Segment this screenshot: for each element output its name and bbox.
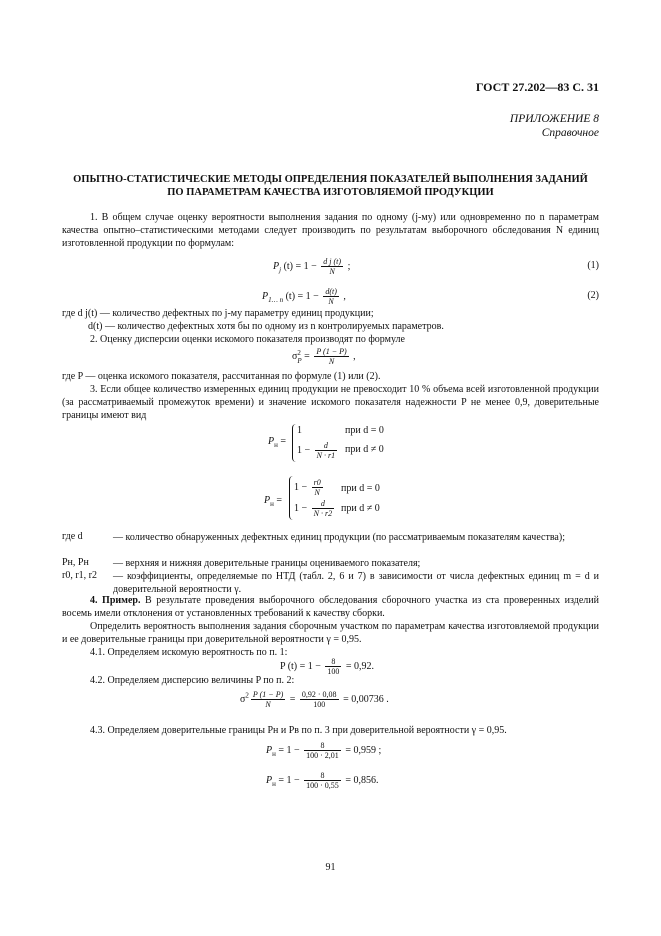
appendix-subtitle: Справочное	[541, 127, 599, 139]
formula-4-3a: $P_н = 1$ − $\frac{8}{100 \cdot 2,01}$ = 0,959 ;	[266, 741, 382, 760]
section-title	[60, 173, 601, 199]
def-d-text: — количество обнаруженных дефектных единиц продукции (по рассматриваемым показателям качества);	[113, 532, 565, 543]
where-1: где d j(t) — количество дефектных по j-му параметру единиц продукции;	[62, 308, 374, 319]
formula-1-number: (1)	[587, 260, 599, 271]
formula-2: $P_{1\dots n}$ (t) = 1 − $\frac{d(t)}{N}$ ,	[262, 287, 346, 306]
bound-upper-case-1: 1 − $\frac{r0}{N}$	[294, 478, 321, 497]
bound-upper-cond-1: при d = 0	[341, 483, 380, 494]
def-r-symbol: r0, r1, r2	[62, 570, 97, 581]
paragraph-3: 3. Если общее количество измеренных единиц продукции не превосходит 10 % объема всей изготовленной продукции (за рассматриваемый промежуток времени) и значение искомого показателя надежности P не менее 0,9, доверительные границы имеют вид	[62, 384, 599, 422]
bound-lower-cond-2: при d ≠ 0	[345, 444, 384, 455]
step-4-2: 4.2. Определяем дисперсию величины P по п. 2:	[90, 675, 295, 686]
where-2: d(t) — количество дефектных хотя бы по одному из n контролируемых параметров.	[88, 321, 444, 332]
step-4-1: 4.1. Определяем искомую вероятность по п. 1:	[90, 647, 288, 658]
appendix-label	[510, 112, 599, 140]
paragraph-5: Определить вероятность выполнения задания сборочным участком по параметрам качества изготовляемой продукции и ее доверительные границы при доверительной вероятности γ = 0,95.	[62, 621, 599, 646]
step-4-3: 4.3. Определяем доверительные границы Pн и Pв по п. 3 при доверительной вероятности γ = 0,95.	[90, 725, 507, 736]
paragraph-2: 2. Оценку дисперсии оценки искомого показателя производят по формуле	[90, 334, 405, 345]
formula-1: $P_j$ (t) = 1 − $\frac{\text{d j (t)}}{N}$ ;	[273, 257, 351, 276]
bound-upper-lhs: $P_н$ =	[264, 495, 282, 508]
def-p-symbol: Pн, Pн	[62, 557, 89, 568]
paragraph-4: 4. Пример. В результате проведения выборочного обследования сборочного участка из ста проверенных изделий восемь имели отклонения от установленных требований к качеству сборки.	[62, 595, 599, 620]
formula-4-1: P (t) = 1 − $\frac{8}{100}$ = 0,92.	[280, 657, 375, 676]
appendix-title: ПРИЛОЖЕНИЕ 8	[509, 113, 599, 125]
def-p-text: — верхняя и нижняя доверительные границы оцениваемого показателя;	[113, 558, 421, 569]
bound-lower-cond-1: при d = 0	[345, 425, 384, 436]
bound-lower-case-1: 1	[297, 425, 302, 436]
formula-4-2: $\sigma^2$ $\frac{P (1 - P)}{N}$ = $\frac{0,92 \cdot 0,08}{100}$ = 0,00736 .	[240, 690, 389, 709]
def-d-symbol: где d	[62, 531, 83, 542]
def-r-text: — коэффициенты, определяемые по НТД (табл. 2, 6 и 7) в зависимости от числа дефектных единиц m = d и доверительной вероятности γ.	[113, 571, 599, 596]
formula-2-number: (2)	[587, 290, 599, 301]
page-number: 91	[325, 862, 336, 873]
bound-upper-cond-2: при d ≠ 0	[341, 503, 380, 514]
title-line-2: ПО ПАРАМЕТРАМ КАЧЕСТВА ИЗГОТОВЛЯЕМОЙ ПРОДУКЦИИ	[167, 187, 494, 198]
where-3: где P — оценка искомого показателя, рассчитанная по формуле (1) или (2).	[62, 371, 381, 382]
bound-lower-case-2: 1 − $\frac{d}{N \cdot r1}$	[297, 441, 336, 460]
bound-upper-case-2: 1 − $\frac{d}{N \cdot r2}$	[294, 499, 333, 518]
page-header: ГОСТ 27.202—83 С. 31	[475, 80, 599, 94]
bound-lower-lhs: $P_н$ =	[268, 436, 286, 449]
paragraph-1: 1. В общем случае оценку вероятности выполнения задания по одному (j-му) или одновременно по n параметрам качества опытно–статистическими методами следует производить по результатам выборочного обследования N единиц изготовленной продукции по формулам:	[62, 212, 599, 250]
formula-4-3b: $P_н = 1$ − $\frac{8}{100 \cdot 0,55}$ = 0,856.	[266, 771, 379, 790]
title-line-1: ОПЫТНО-СТАТИСТИЧЕСКИЕ МЕТОДЫ ОПРЕДЕЛЕНИЯ ПОКАЗАТЕЛЕЙ ВЫПОЛНЕНИЯ ЗАДАНИЙ	[73, 174, 588, 185]
formula-3: σ 2 P = $\frac{P (1 - P)}{N}$ ,	[292, 347, 356, 366]
